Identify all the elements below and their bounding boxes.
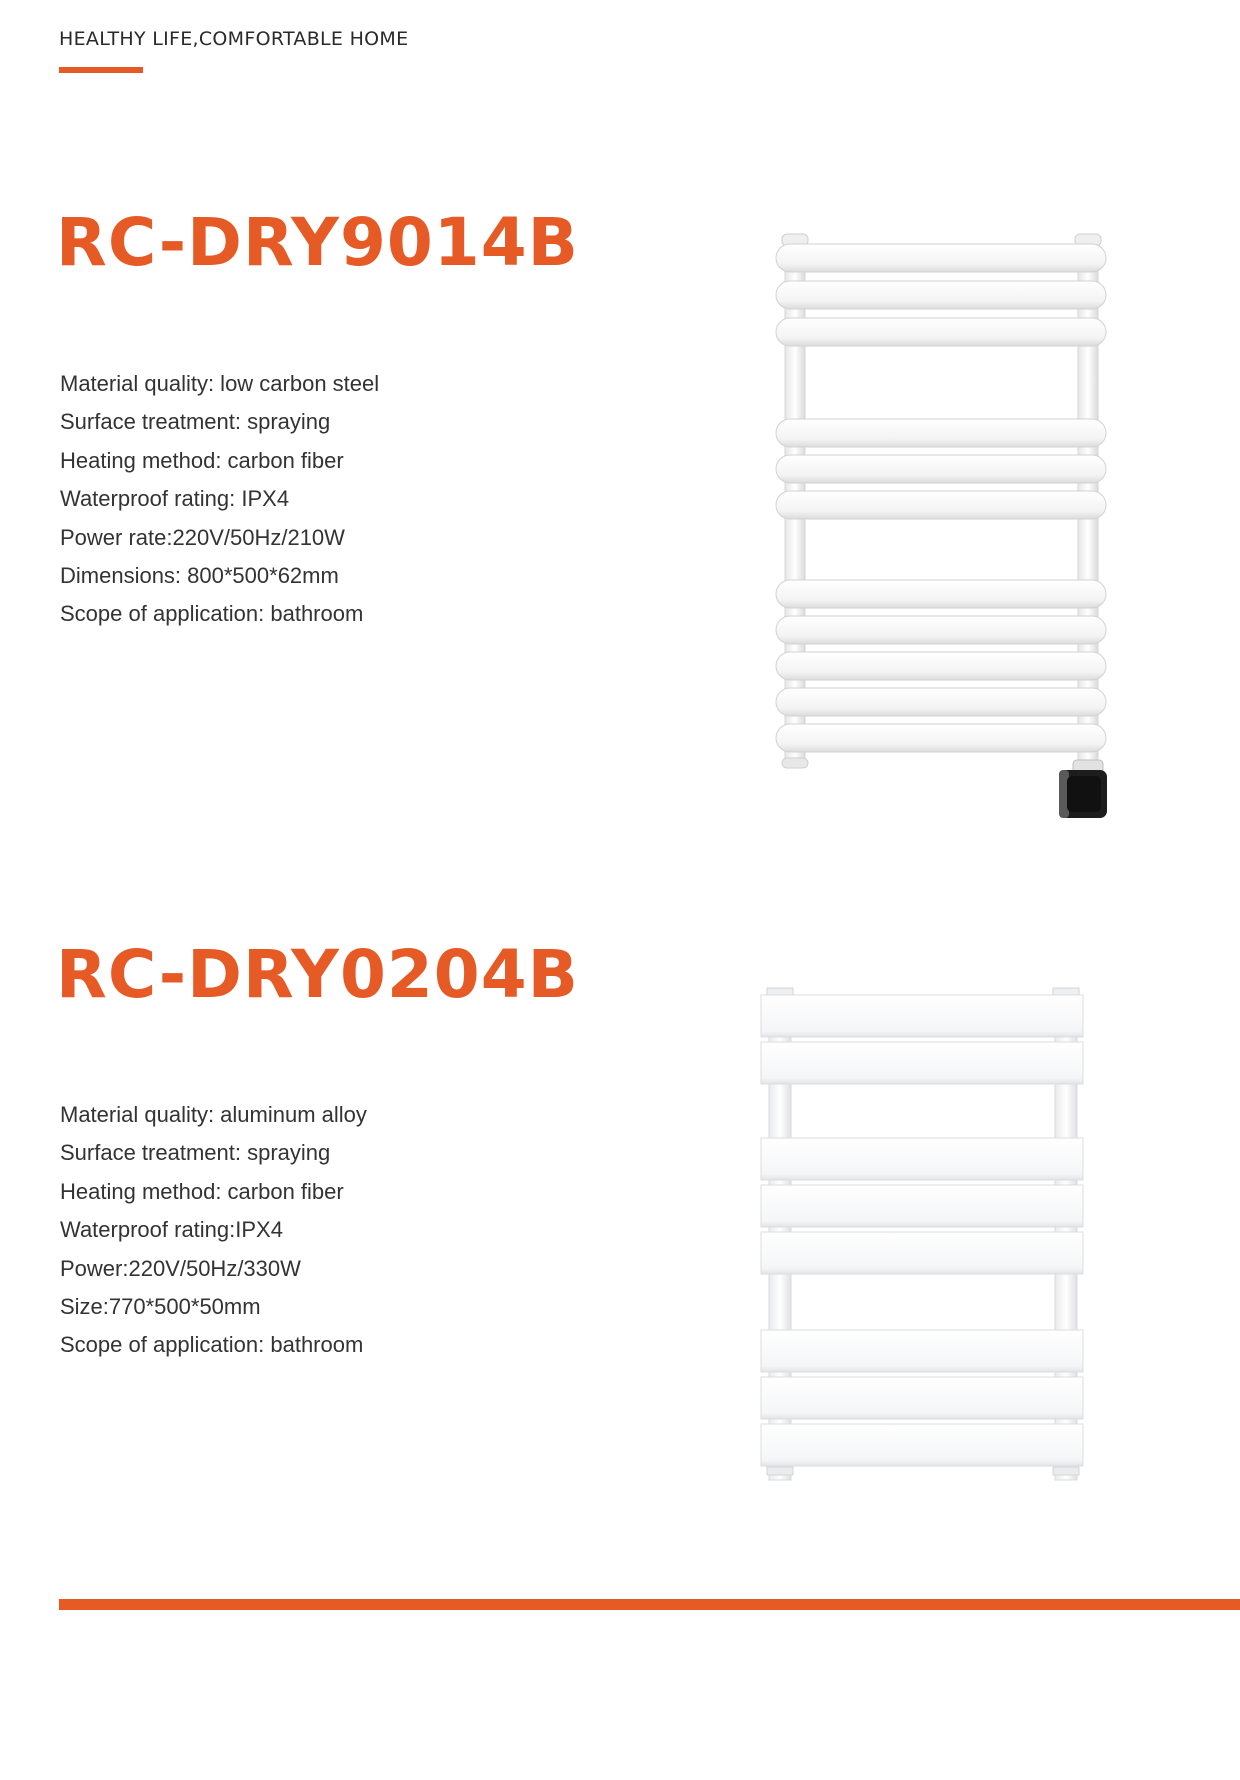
spec-material: Material quality: aluminum alloy — [60, 1102, 367, 1127]
spec-power: Power rate:220V/50Hz/210W — [60, 524, 345, 550]
spec-scope: Scope of application: bathroom — [60, 1332, 364, 1358]
product-spec-list — [60, 365, 379, 634]
spec-heating-method: Heating method: carbon fiber — [60, 1178, 344, 1204]
flat-panel-towel-rail-icon — [757, 985, 1097, 1485]
spec-surface-treatment: Surface treatment: spraying — [60, 409, 331, 435]
product-model-title: RC-DRY0204B — [56, 936, 579, 1013]
spec-waterproof-rating: Waterproof rating:IPX4 — [60, 1217, 283, 1243]
spec-heating-method: Heating method: carbon fiber — [60, 447, 344, 473]
product-spec-list — [60, 1096, 367, 1365]
spec-scope: Scope of application: bathroom — [60, 601, 364, 627]
page-tagline: HEALTHY LIFE,COMFORTABLE HOME — [59, 28, 409, 50]
footer-rule — [59, 1599, 1240, 1610]
spec-power: Power:220V/50Hz/330W — [60, 1255, 301, 1281]
towel-rail-with-controller-icon — [768, 230, 1118, 820]
header-underline — [59, 67, 143, 73]
product-model-title: RC-DRY9014B — [56, 204, 579, 281]
spec-surface-treatment: Surface treatment: spraying — [60, 1140, 331, 1166]
spec-dimensions: Dimensions: 800*500*62mm — [60, 562, 339, 588]
spec-size: Size:770*500*50mm — [60, 1293, 261, 1319]
spec-waterproof-rating: Waterproof rating: IPX4 — [60, 486, 290, 512]
spec-material: Material quality: low carbon steel — [60, 371, 380, 396]
